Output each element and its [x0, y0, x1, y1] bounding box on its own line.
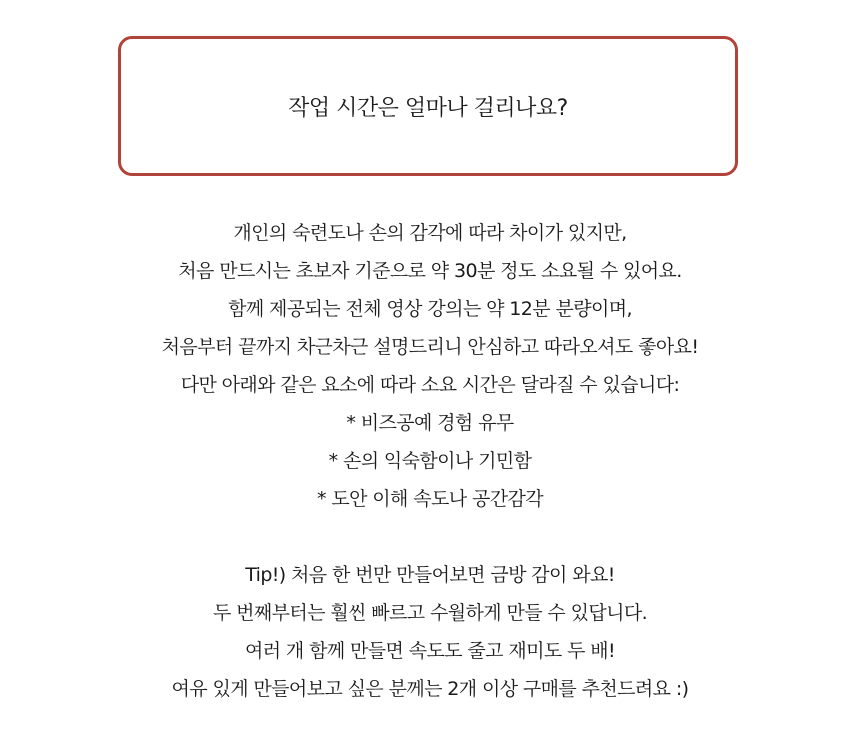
factor-item: * 비즈공예 경험 유무 — [346, 412, 514, 434]
answer-text — [0, 214, 860, 708]
answer-line: 다만 아래와 같은 요소에 따라 소요 시간은 달라질 수 있습니다: — [180, 374, 680, 396]
answer-line: 함께 제공되는 전체 영상 강의는 약 12분 분량이며, — [228, 298, 632, 320]
tip-line: 여유 있게 만들어보고 싶은 분께는 2개 이상 구매를 추천드려요 :) — [171, 678, 689, 700]
tip-line: 두 번째부터는 훨씬 빠르고 수월하게 만들 수 있답니다. — [212, 602, 648, 624]
question-title: 작업 시간은 얼마나 걸리나요? — [288, 95, 568, 121]
factor-item: * 도안 이해 속도나 공간감각 — [317, 488, 543, 510]
answer-line: 개인의 숙련도나 손의 감각에 따라 차이가 있지만, — [233, 222, 627, 244]
question-box — [118, 36, 738, 176]
factor-item: * 손의 익숙함이나 기민함 — [328, 450, 532, 472]
tip-line: 여러 개 함께 만들면 속도도 줄고 재미도 두 배! — [244, 640, 616, 662]
answer-line: 처음부터 끝까지 차근차근 설명드리니 안심하고 따라오셔도 좋아요! — [161, 336, 699, 358]
answer-line: 처음 만드시는 초보자 기준으로 약 30분 정도 소요될 수 있어요. — [178, 260, 682, 282]
tip-line: Tip!) 처음 한 번만 만들어보면 금방 감이 와요! — [245, 564, 615, 586]
paragraph-gap — [0, 518, 860, 556]
